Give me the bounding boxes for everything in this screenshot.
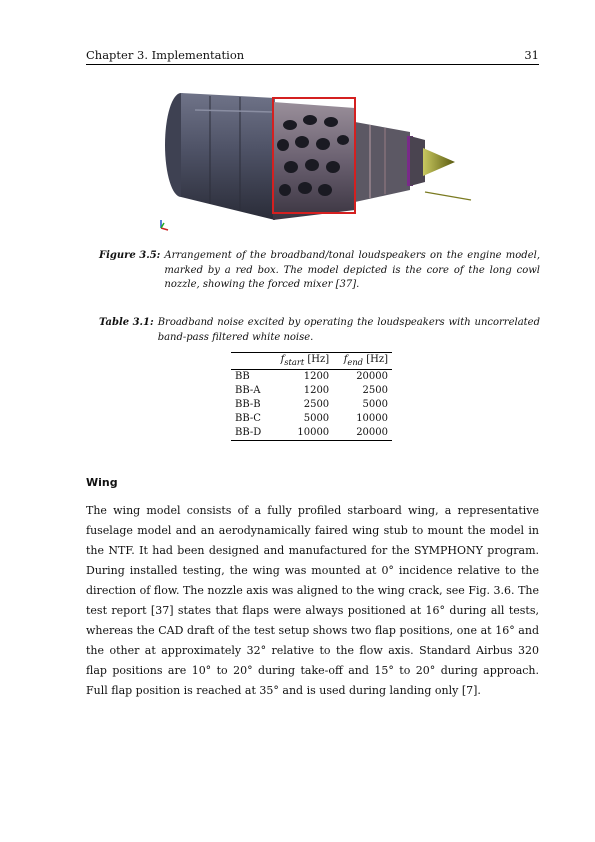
table-cell: 5000: [303, 413, 330, 424]
chapter-title: Chapter 3. Implementation: [86, 48, 245, 62]
table-cell: BB: [235, 371, 250, 382]
page-number: 31: [524, 48, 539, 62]
forced-mixer-lobes: [410, 136, 425, 186]
running-header: [86, 48, 539, 65]
figure-caption: [99, 249, 540, 293]
frequency-band-table: [231, 352, 392, 441]
table-cell: 20000: [356, 427, 388, 438]
table-row: [231, 370, 392, 385]
table-row: [231, 384, 392, 398]
figure-label: Figure 3.5:: [99, 250, 161, 261]
table-cell: BB-C: [235, 413, 261, 424]
table-header-band: [231, 353, 270, 370]
table-cell: 20000: [356, 371, 388, 382]
table-row: [231, 426, 392, 441]
table-caption: [99, 316, 540, 345]
table-label: Table 3.1:: [99, 317, 154, 328]
engine-model-figure: [155, 70, 473, 240]
table-cell: 10000: [297, 427, 330, 438]
table-cell: BB-D: [235, 427, 262, 438]
table-caption-text: Broadband noise excited by operating the loudspeakers with uncorrelated band-pass filtered white noise.: [157, 317, 540, 343]
section-heading: Wing: [86, 476, 118, 489]
engine-core: [355, 122, 410, 202]
figure-caption-text: Arrangement of the broadband/tonal loudspeakers on the engine model, marked by a red box. The model depicted is the core of the long cowl nozzle, showing the forced mixer [37].: [164, 250, 540, 290]
table-cell: 5000: [362, 399, 388, 410]
table-cell: 2500: [362, 385, 388, 396]
table-cell: BB-B: [235, 399, 261, 410]
nozzle-cone: [423, 148, 455, 176]
body-paragraph: The wing model consists of a fully profiled starboard wing, a representative fuselage model and an aerodynamically faired wing stub to mount the model in the NTF. It had been designed and manufactured for the SYMPHONY program. During installed testing, the wing was mounted at 0° incidence relative to the direction of flow. The nozzle axis was aligned to the wing crack, see Fig. 3.6. The test report [37] states that flaps were always positioned at 16° during all tests, whereas the CAD draft of the test setup shows two flap positions, one at 16° and the other at approximately 32° relative to the flow axis. Standard Airbus 320 flap positions are 10° to 20° during take-off and 15° to 20° during approach. Full flap position is reached at 35° and is used during landing only [7].: [86, 504, 539, 697]
table-cell: 2500: [303, 399, 330, 410]
axis-triad-icon: [161, 220, 168, 230]
table-header-fstart: $f_{start}$ [Hz]: [280, 354, 330, 367]
table-header-row: [231, 353, 392, 370]
table-cell: 1200: [303, 371, 330, 382]
table-cell: BB-A: [235, 385, 261, 396]
table-cell: 1200: [303, 385, 330, 396]
table-row: [231, 398, 392, 412]
table-row: [231, 412, 392, 426]
table-cell: 10000: [356, 413, 388, 424]
table-header-fend: $f_{end}$ [Hz]: [343, 354, 388, 367]
